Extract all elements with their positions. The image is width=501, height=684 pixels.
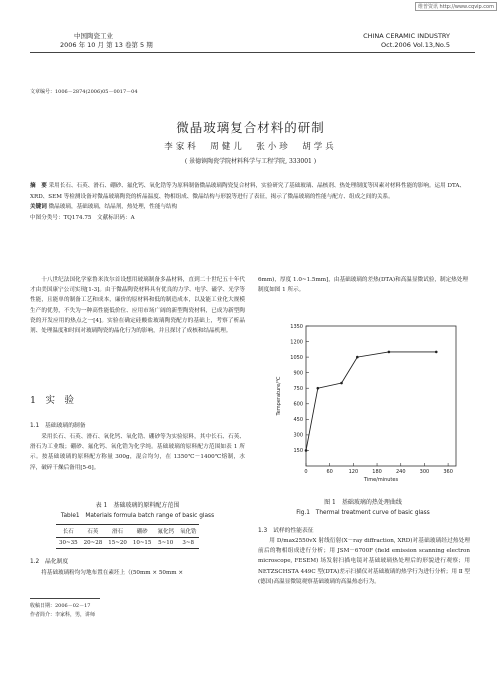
intro-paragraph (30, 275, 245, 336)
table-caption-en: Table1 Materials formula batch range of basic glass (60, 513, 215, 519)
y-tick-label: 1050 (290, 354, 303, 361)
received-date: 收稿日期：2006－02－17 (30, 603, 91, 609)
y-tick-label: 900 (293, 370, 303, 377)
series-point (435, 351, 438, 354)
x-tick-label: 360 (443, 469, 453, 475)
y-tick-label: 1200 (290, 339, 303, 346)
watermark-stamp: 维普资讯 http://www.cqvip.com (415, 2, 497, 11)
x-tick-label: 60 (326, 469, 333, 475)
s1-1-text: 采用长石、石英、滑石、氧化钙、氧化锆、硼砂等为实验原料，其中长石、石英、滑石为工业级；硼砂、氟化钙、氧化锆为化学纯。基础玻璃的原料配方范围如表 1 所示。按基础玻璃的原料配方称量 300g，混合均匀，在 1350℃－1400℃熔制，水淬，破碎干燥后备用[5-6]。 (30, 434, 245, 471)
section-heading-experiment: 1 实 验 (30, 395, 75, 406)
issue-en: Oct.2006 Vol.13,No.5 (381, 41, 450, 49)
heat-treatment-chart (270, 318, 470, 493)
s1-2-text: 将基础玻璃粉均匀地布置在素坯上（(50mm × 50mm × (41, 570, 184, 576)
y-tick-label: 150 (293, 448, 303, 455)
table-row (56, 538, 199, 549)
subsection-1-1: 1.1 基础玻璃的制备 (30, 423, 86, 429)
journal-header-cn (60, 32, 153, 50)
y-axis-label: Temperature/℃ (276, 376, 282, 416)
s1-2-paragraph (30, 568, 245, 578)
journal-name-en: CHINA CERAMIC INDUSTRY (363, 32, 450, 40)
table-header-cell: 氧化锆 (177, 525, 200, 538)
table-cell: 15~20 (105, 538, 130, 549)
journal-name-cn: 中国陶瓷工业 (74, 32, 113, 40)
table-caption-cn: 表 1 基础玻璃的原料配方范围 (95, 502, 180, 509)
s1-1-paragraph (30, 432, 245, 473)
table-cell: 20~28 (81, 538, 106, 549)
series-point (340, 382, 343, 385)
affiliation: ( 景德镇陶瓷学院材料科学与工程学院, 333001 ) (184, 158, 317, 165)
header-rule (30, 52, 475, 53)
right-top-text: 6mm)，厚度 1.0~1.5mm]，由基础玻璃的差热(DTA)和高温显微试验，制定热处理制度如图 1 所示。 (258, 277, 468, 294)
table-cell: 30~35 (56, 538, 81, 549)
journal-header-en (340, 32, 450, 50)
table-cell: 3~8 (177, 538, 200, 549)
table-cell: 10~15 (130, 538, 155, 549)
series-point (356, 356, 359, 359)
y-tick-label: 300 (293, 432, 303, 439)
plot-frame (306, 326, 456, 466)
subsection-1-2: 1.2 晶化制度 (30, 559, 69, 565)
article-number: 文章编号：1006－2874(2006)05－0017－04 (30, 89, 138, 95)
table-cell: 5~10 (154, 538, 177, 549)
keywords-label: 关键词 (30, 204, 47, 210)
y-tick-label: 600 (293, 401, 303, 408)
footnote-rule (30, 598, 100, 599)
s1-3-text: 用 D/max2550vX 射线衍射(X－ray diffraction, XRD)对基础玻璃经过热处理前后的物相组成进行分析；用 JSM－6700F (field emission scanning electron microscope, FESEM) 场发射扫描电镜对基础玻璃热处理后的形貌进行观察；用 NETZSCHSTA 449C 型(DTA)差示扫描仪对基础玻璃的热学行为进行分析；用 Ⅱ 型(德国)高温显微镜观察基础玻璃的高温热态行为。 (258, 538, 470, 585)
abstract-label: 摘 要 (30, 183, 47, 189)
series-point (388, 351, 391, 354)
x-tick-label: 300 (419, 469, 430, 475)
right-top-paragraph (258, 275, 468, 295)
classification: 中图分类号：TQ174.75 文献标识码：A (30, 214, 135, 221)
table-header-row (56, 525, 199, 538)
series-point (317, 387, 320, 390)
issue-cn: 2006 年 10 月 第 13 卷第 5 期 (60, 41, 153, 49)
series-point (305, 449, 308, 452)
table-header-cell: 滑石 (105, 525, 130, 538)
x-tick-label: 120 (348, 469, 359, 475)
abstract-text: 采用长石、石英、滑石、硼砂、氟化钙、氧化锆等为原料制备微晶玻璃陶瓷复合材料，实验研究了基础玻璃、晶核剂、热处理制度等因素对材料性能的影响。运用 DTA、XRD、SEM 等检测设备对微晶玻璃陶瓷的析晶温度、物相组成、微晶结构与形貌等进行了表征，揭示了微晶玻璃的性能与配方、组成之间的关系。 (30, 183, 466, 200)
x-tick-label: 180 (372, 469, 382, 475)
keywords-text: 微晶玻璃，基础玻璃，结晶剂，热处理，性能与结构 (48, 204, 178, 210)
authors: 李家科 周健儿 张小珍 胡学兵 (164, 142, 337, 152)
intro-text: 十八世纪法国化学家鲁米汝尔首设想用玻璃制备多晶材料，直到二十世纪五十年代才由美国康宁公司实现[1-3]。由于微晶陶瓷材料具有优良的力学、电学、磁学、光学等性能，且能单的制备工艺和成本，廉价的原材料和低的制造成本，以及能工业化大规模生产的优势，不失为一种高性能低价位、应用市场广阔的新型陶瓷材料，已成为新型陶瓷的开发应用的热点之一[4]。实验在确定硅酸盐玻璃陶瓷配方的基础上，考察了析晶剂、处理温度和时间对玻璃陶瓷的晶化行为的影响，并且探讨了成核和结晶机理。 (30, 277, 245, 335)
x-axis-label: Time/minutes (363, 477, 399, 483)
series-line (306, 352, 436, 451)
paper-title: 微晶玻璃复合材料的研制 (176, 120, 325, 135)
subsection-1-3: 1.3 试样的性能表征 (258, 528, 314, 534)
table-header-cell: 氟化钙 (154, 525, 177, 538)
abstract-block (30, 181, 482, 223)
x-tick-label: 240 (395, 469, 406, 475)
table-header-cell: 硼砂 (130, 525, 155, 538)
x-tick-label: 0 (304, 469, 308, 475)
y-tick-label: 1350 (290, 323, 303, 330)
author-info: 作者简介：李家科，男，讲师 (30, 612, 96, 618)
y-tick-label: 450 (293, 417, 303, 424)
table-header-cell: 长石 (56, 525, 81, 538)
table-header-cell: 石英 (81, 525, 106, 538)
y-tick-label: 750 (293, 386, 303, 393)
figure-caption-cn: 图 1 基础玻璃的热处理曲线 (324, 499, 402, 506)
formula-table (56, 524, 199, 549)
figure-caption-en: Fig.1 Thermal treatment curve of basic glass (296, 510, 430, 516)
s1-3-paragraph (258, 536, 470, 587)
